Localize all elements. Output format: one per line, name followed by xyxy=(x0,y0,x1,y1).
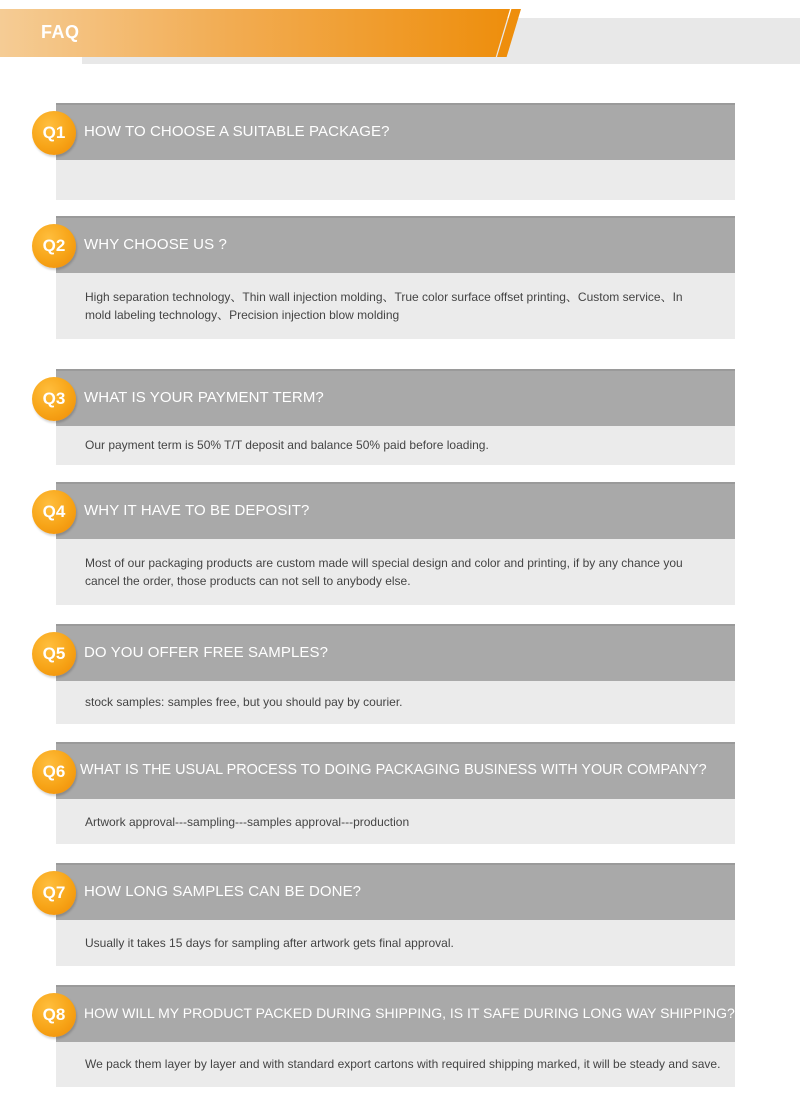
faq-question-bar xyxy=(56,863,735,920)
faq-answer-panel xyxy=(56,799,735,844)
question-number-badge: Q3 xyxy=(32,377,76,421)
question-number-badge: Q4 xyxy=(32,490,76,534)
faq-answer: High separation technology、Thin wall injection molding、True color surface offset printing、Custom service、In mold labeling technology、Precision injection blow molding xyxy=(85,290,683,322)
faq-answer: Usually it takes 15 days for sampling after artwork gets final approval. xyxy=(85,936,454,950)
faq-question: WHAT IS THE USUAL PROCESS TO DOING PACKAGING BUSINESS WITH YOUR COMPANY? xyxy=(80,762,707,778)
faq-question-bar xyxy=(56,482,735,539)
faq-answer: Our payment term is 50% T/T deposit and balance 50% paid before loading. xyxy=(85,438,489,452)
faq-answer-panel xyxy=(56,681,735,724)
faq-answer: stock samples: samples free, but you should pay by courier. xyxy=(85,695,403,709)
question-number-badge: Q2 xyxy=(32,224,76,268)
page-title: FAQ xyxy=(41,22,80,42)
faq-answer-panel xyxy=(56,920,735,966)
faq-question: WHY CHOOSE US ? xyxy=(84,236,227,253)
faq-answer-panel xyxy=(56,160,735,200)
faq-question: WHAT IS YOUR PAYMENT TERM? xyxy=(84,389,324,406)
faq-answer-panel xyxy=(56,539,735,605)
faq-question-bar xyxy=(56,624,735,681)
faq-question-bar xyxy=(56,216,735,273)
question-number-badge: Q8 xyxy=(32,993,76,1037)
faq-question-bar xyxy=(56,742,735,799)
faq-question: DO YOU OFFER FREE SAMPLES? xyxy=(84,644,329,661)
faq-question-bar xyxy=(56,103,735,160)
faq-answer: We pack them layer by layer and with standard export cartons with required shipping marked, it will be steady and save. xyxy=(85,1057,721,1071)
faq-question: HOW WILL MY PRODUCT PACKED DURING SHIPPING, IS IT SAFE DURING LONG WAY SHIPPING? xyxy=(84,1005,735,1021)
faq-answer: Most of our packaging products are custom made will special design and color and printing, if by any chance you cancel the order, those products can not sell to anybody else. xyxy=(85,556,683,588)
faq-answer-panel xyxy=(56,426,735,465)
faq-question: HOW LONG SAMPLES CAN BE DONE? xyxy=(84,883,362,900)
question-number-badge: Q7 xyxy=(32,871,76,915)
faq-answer-panel xyxy=(56,1042,735,1087)
faq-answer-panel xyxy=(56,273,735,339)
faq-question: HOW TO CHOOSE A SUITABLE PACKAGE? xyxy=(84,123,390,140)
faq-question-bar xyxy=(56,369,735,426)
question-number-badge: Q5 xyxy=(32,632,76,676)
faq-question: WHY IT HAVE TO BE DEPOSIT? xyxy=(84,502,310,519)
question-number-badge: Q1 xyxy=(32,111,76,155)
faq-answer: Artwork approval---sampling---samples approval---production xyxy=(85,815,410,829)
faq-question-bar xyxy=(56,985,735,1042)
question-number-badge: Q6 xyxy=(32,750,76,794)
